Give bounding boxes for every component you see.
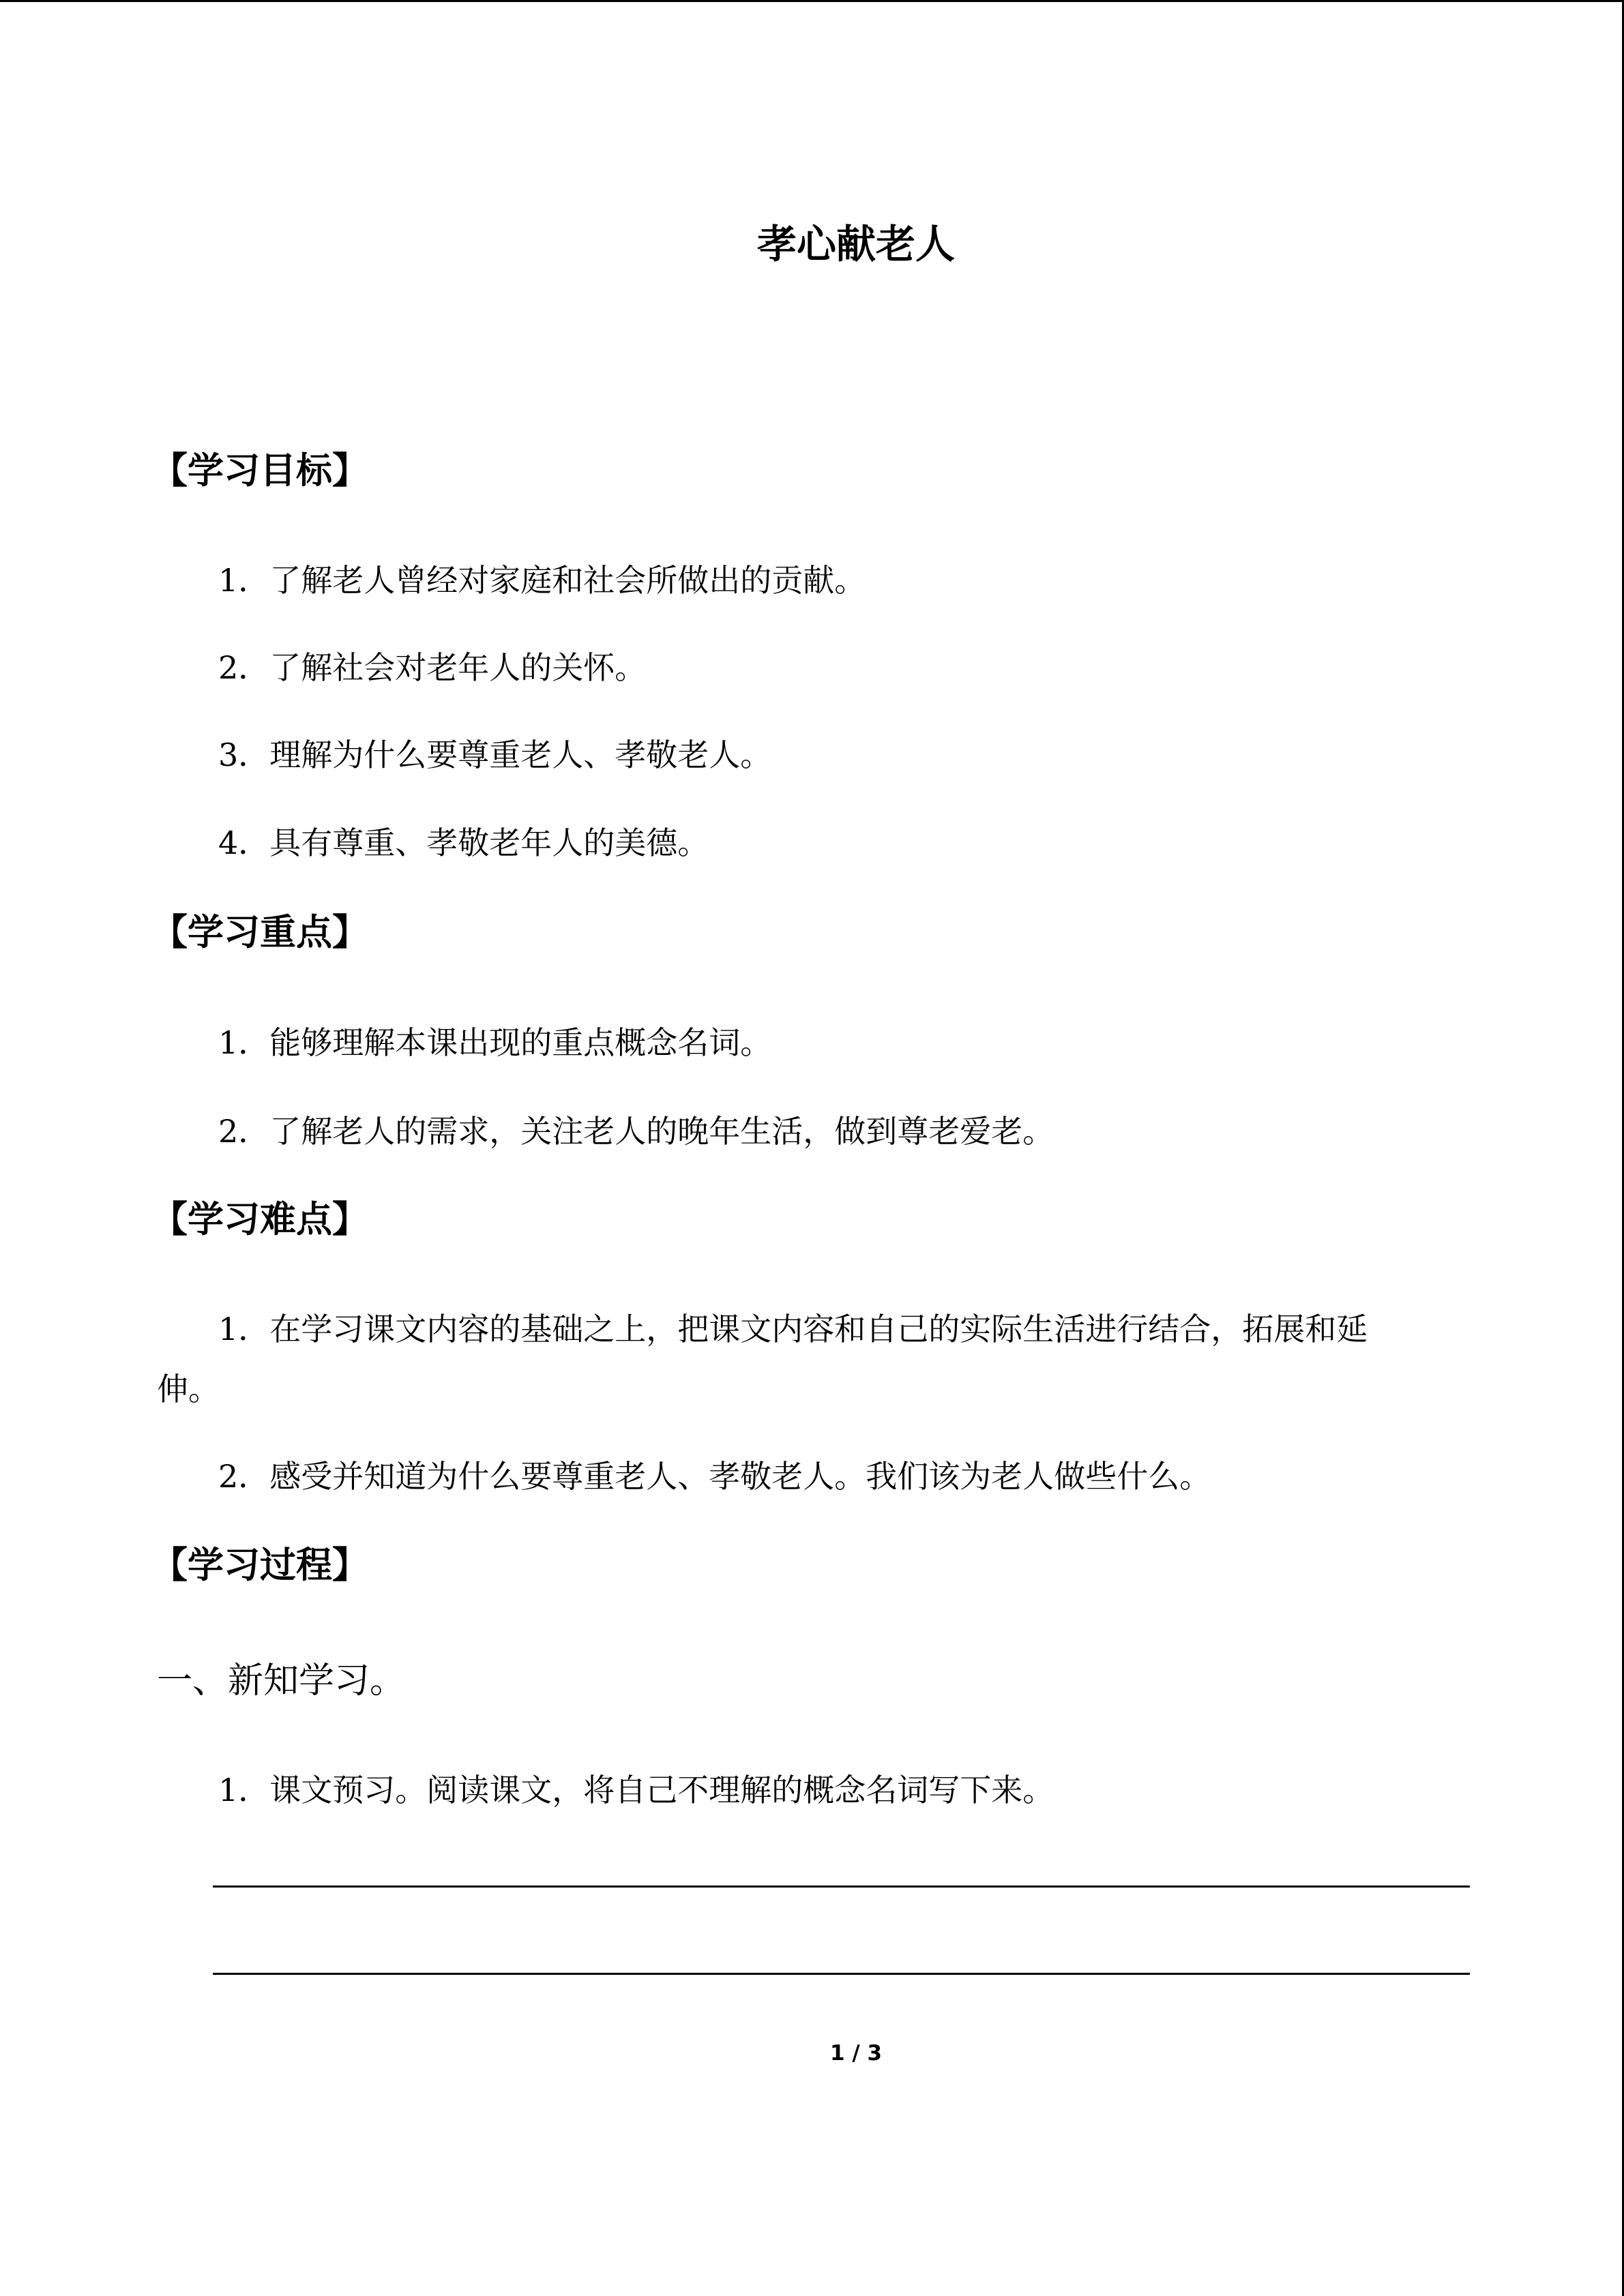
heading-learning-objectives: 【学习目标】 [151,450,368,492]
answer-line[interactable] [213,1973,1470,1975]
objective-item: 3．理解为什么要尊重老人、孝敬老人。 [218,736,772,773]
key-point-item: 1．能够理解本课出现的重点概念名词。 [218,1024,772,1061]
difficulty-item: 2．感受并知道为什么要尊重老人、孝敬老人。我们该为老人做些什么。 [218,1458,1211,1495]
document-title: 孝心献老人 [756,221,955,267]
process-part-heading: 一、新知学习。 [157,1660,406,1701]
answer-line[interactable] [213,1885,1470,1888]
process-task: 1．课文预习。阅读课文，将自己不理解的概念名词写下来。 [218,1772,1054,1808]
key-point-item: 2．了解老人的需求，关注老人的晚年生活，做到尊老爱老。 [218,1113,1054,1150]
page-number: 1 / 3 [829,2041,883,2066]
objective-item: 1．了解老人曾经对家庭和社会所做出的贡献。 [218,562,866,599]
heading-difficulties: 【学习难点】 [151,1199,368,1240]
difficulty-item-line: 1．在学习课文内容的基础之上，把课文内容和自己的实际生活进行结合，拓展和延 [218,1311,1368,1347]
heading-learning-process: 【学习过程】 [151,1545,368,1586]
heading-key-points: 【学习重点】 [151,912,368,953]
difficulty-item-continuation: 伸。 [157,1371,220,1407]
objective-item: 4．具有尊重、孝敬老年人的美德。 [218,824,709,861]
objective-item: 2．了解社会对老年人的关怀。 [218,649,647,686]
